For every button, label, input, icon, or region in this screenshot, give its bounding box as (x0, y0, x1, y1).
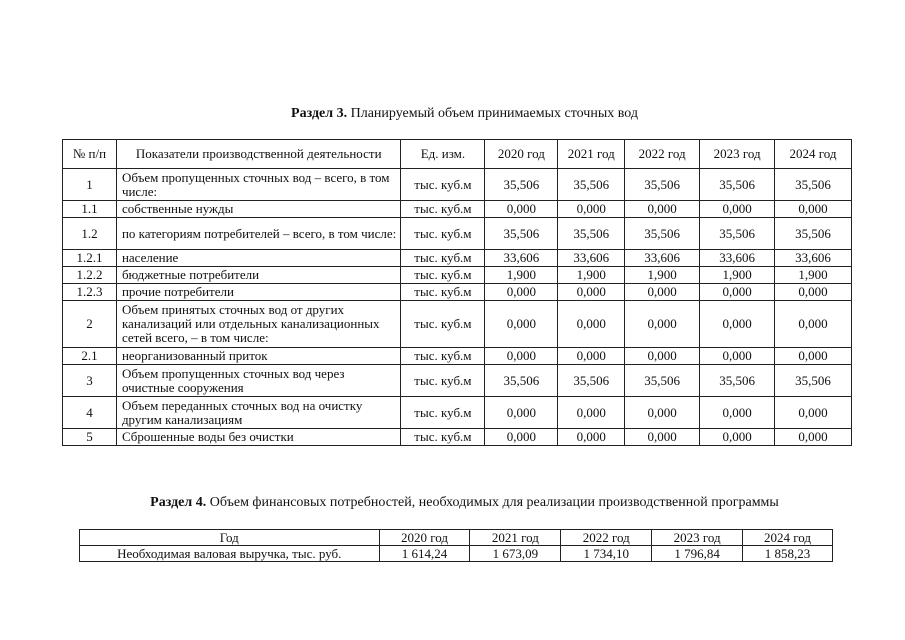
table-row (63, 301, 852, 348)
row-value-2022: 0,000 (625, 284, 700, 301)
row-value-2022: 1,900 (625, 267, 700, 284)
section-3-table (62, 139, 852, 446)
table-row (63, 169, 852, 201)
header-2023: 2023 год (700, 140, 775, 169)
row-value-2021: 0,000 (558, 348, 625, 365)
row-value-2024: 0,000 (775, 397, 852, 429)
section-3-header-row (63, 140, 852, 169)
row-number: 3 (63, 365, 117, 397)
row-value-2020: 35,506 (485, 218, 558, 250)
row-value-2022: 35,506 (625, 169, 700, 201)
row-value-2022: 35,506 (625, 218, 700, 250)
row-indicator: неорганизованный приток (116, 348, 401, 365)
row-value-2021: 0,000 (558, 301, 625, 348)
row-value-2022: 33,606 (625, 250, 700, 267)
header-2022: 2022 год (561, 530, 652, 546)
table-row (63, 429, 852, 446)
row-value-2022: 0,000 (625, 301, 700, 348)
row-value-2021: 0,000 (558, 201, 625, 218)
row-unit: тыс. куб.м (401, 250, 485, 267)
section-4-title-bold: Раздел 4. (150, 495, 207, 510)
revenue-2023: 1 796,84 (652, 546, 743, 562)
row-value-2022: 35,506 (625, 365, 700, 397)
row-number: 1.2.3 (63, 284, 117, 301)
table-row (63, 284, 852, 301)
row-value-2021: 35,506 (558, 365, 625, 397)
row-value-2023: 0,000 (700, 397, 775, 429)
section-4-table (79, 529, 833, 562)
row-value-2024: 0,000 (775, 284, 852, 301)
row-value-2023: 1,900 (700, 267, 775, 284)
header-2021: 2021 год (470, 530, 561, 546)
row-number: 2 (63, 301, 117, 348)
row-value-2023: 0,000 (700, 429, 775, 446)
row-value-2020: 0,000 (485, 348, 558, 365)
row-value-2021: 35,506 (558, 169, 625, 201)
row-value-2020: 0,000 (485, 201, 558, 218)
row-value-2021: 1,900 (558, 267, 625, 284)
row-unit: тыс. куб.м (401, 284, 485, 301)
row-unit: тыс. куб.м (401, 169, 485, 201)
section-4-title (12, 495, 905, 511)
row-value-2020: 0,000 (485, 397, 558, 429)
table-row (63, 348, 852, 365)
row-value-2022: 0,000 (625, 429, 700, 446)
row-number: 5 (63, 429, 117, 446)
header-unit: Ед. изм. (401, 140, 485, 169)
row-value-2023: 0,000 (700, 301, 775, 348)
table-row (63, 397, 852, 429)
header-num: № п/п (63, 140, 117, 169)
row-value-2023: 33,606 (700, 250, 775, 267)
revenue-row (80, 546, 833, 562)
row-unit: тыс. куб.м (401, 365, 485, 397)
row-value-2021: 35,506 (558, 218, 625, 250)
header-2021: 2021 год (558, 140, 625, 169)
row-unit: тыс. куб.м (401, 348, 485, 365)
section-3-title-text: Планируемый объем принимаемых сточных вод (347, 106, 638, 121)
row-value-2020: 33,606 (485, 250, 558, 267)
section-4-title-text: Объем финансовых потребностей, необходимых для реализации производственной программы (206, 495, 779, 510)
row-indicator: население (116, 250, 401, 267)
row-number: 1.2 (63, 218, 117, 250)
header-2023: 2023 год (652, 530, 743, 546)
row-value-2022: 0,000 (625, 201, 700, 218)
revenue-2021: 1 673,09 (470, 546, 561, 562)
section-4-header-row (80, 530, 833, 546)
row-unit: тыс. куб.м (401, 218, 485, 250)
row-indicator: Объем принятых сточных вод от других канализаций или отдельных канализационных сетей всего, – в том числе: (116, 301, 401, 348)
row-value-2024: 35,506 (775, 365, 852, 397)
row-value-2021: 33,606 (558, 250, 625, 267)
row-number: 1 (63, 169, 117, 201)
row-number: 2.1 (63, 348, 117, 365)
table-row (63, 218, 852, 250)
revenue-label: Необходимая валовая выручка, тыс. руб. (80, 546, 380, 562)
table-row (63, 250, 852, 267)
row-number: 1.2.1 (63, 250, 117, 267)
row-value-2024: 0,000 (775, 348, 852, 365)
table-row (63, 365, 852, 397)
row-value-2020: 35,506 (485, 169, 558, 201)
header-2020: 2020 год (485, 140, 558, 169)
revenue-2020: 1 614,24 (379, 546, 470, 562)
row-unit: тыс. куб.м (401, 267, 485, 284)
row-value-2024: 33,606 (775, 250, 852, 267)
row-indicator: Объем пропущенных сточных вод через очистные сооружения (116, 365, 401, 397)
header-2024: 2024 год (743, 530, 833, 546)
row-value-2024: 35,506 (775, 218, 852, 250)
row-value-2024: 0,000 (775, 429, 852, 446)
revenue-2024: 1 858,23 (743, 546, 833, 562)
row-value-2024: 35,506 (775, 169, 852, 201)
row-value-2024: 0,000 (775, 301, 852, 348)
header-2020: 2020 год (379, 530, 470, 546)
row-number: 1.1 (63, 201, 117, 218)
section-3-title-bold: Раздел 3. (291, 106, 348, 121)
row-unit: тыс. куб.м (401, 201, 485, 218)
row-indicator: Объем пропущенных сточных вод – всего, в том числе: (116, 169, 401, 201)
row-value-2021: 0,000 (558, 284, 625, 301)
table-row (63, 201, 852, 218)
row-indicator: Объем переданных сточных вод на очистку другим канализациям (116, 397, 401, 429)
row-number: 4 (63, 397, 117, 429)
row-indicator: бюджетные потребители (116, 267, 401, 284)
header-year: Год (80, 530, 380, 546)
row-value-2020: 35,506 (485, 365, 558, 397)
section-3-title (12, 106, 905, 122)
row-value-2023: 0,000 (700, 201, 775, 218)
row-value-2021: 0,000 (558, 429, 625, 446)
row-value-2023: 35,506 (700, 218, 775, 250)
row-value-2020: 0,000 (485, 429, 558, 446)
row-value-2020: 0,000 (485, 301, 558, 348)
header-indicator: Показатели производственной деятельности (116, 140, 401, 169)
table-row (63, 267, 852, 284)
row-indicator: Сброшенные воды без очистки (116, 429, 401, 446)
row-value-2022: 0,000 (625, 348, 700, 365)
row-indicator: по категориям потребителей – всего, в том числе: (116, 218, 401, 250)
row-number: 1.2.2 (63, 267, 117, 284)
row-unit: тыс. куб.м (401, 429, 485, 446)
row-value-2023: 0,000 (700, 348, 775, 365)
row-unit: тыс. куб.м (401, 397, 485, 429)
header-2022: 2022 год (625, 140, 700, 169)
header-2024: 2024 год (775, 140, 852, 169)
row-value-2023: 35,506 (700, 169, 775, 201)
row-indicator: собственные нужды (116, 201, 401, 218)
row-indicator: прочие потребители (116, 284, 401, 301)
revenue-2022: 1 734,10 (561, 546, 652, 562)
row-value-2024: 1,900 (775, 267, 852, 284)
row-value-2022: 0,000 (625, 397, 700, 429)
row-value-2023: 35,506 (700, 365, 775, 397)
row-unit: тыс. куб.м (401, 301, 485, 348)
row-value-2020: 0,000 (485, 284, 558, 301)
row-value-2024: 0,000 (775, 201, 852, 218)
row-value-2023: 0,000 (700, 284, 775, 301)
row-value-2021: 0,000 (558, 397, 625, 429)
row-value-2020: 1,900 (485, 267, 558, 284)
